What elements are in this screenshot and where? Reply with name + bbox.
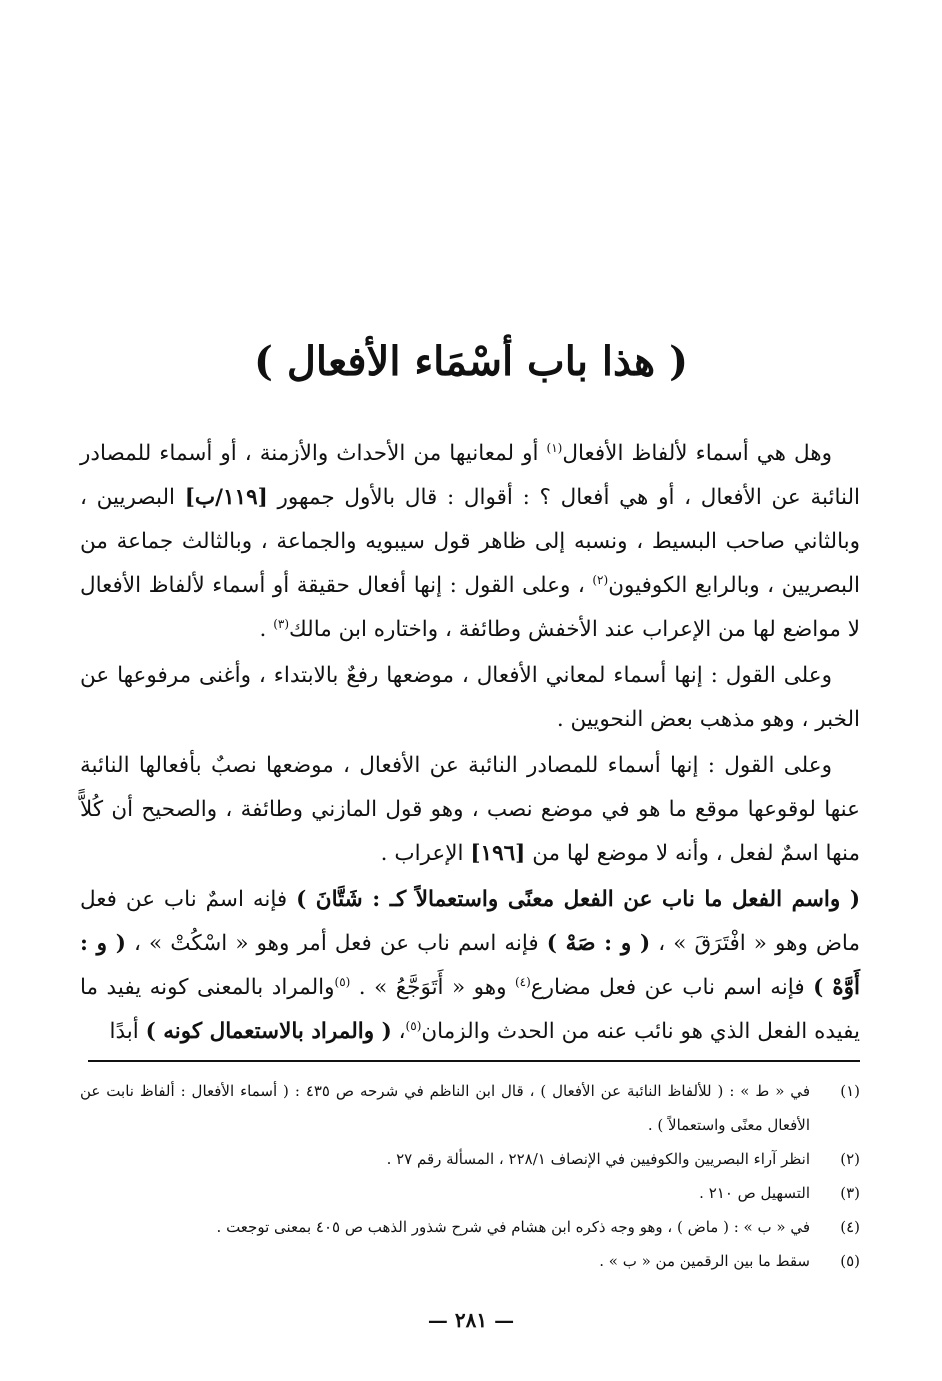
text-span: والمراد بالمعنى كونه يفيد ما يفيده الفعل الذي هو نائب عنه من الحدث والزمان <box>80 975 860 1044</box>
text-span: البصريين ، وبالثاني صاحب البسيط ، ونسبه إلى ظاهر قول سيبويه والجماعة ، وبالثالث جماعة من البصريين ، وبالرابع الكوفيون <box>80 485 860 598</box>
paragraph-1 <box>80 432 860 652</box>
page-number: — ٢٨١ — <box>427 1308 515 1332</box>
matn-text: ( واسم الفعل ما ناب عن الفعل معنًى واستعمالاً كـ : شَتَّانَ ) <box>296 887 861 912</box>
footnote-ref-5-start[interactable]: (٥) <box>334 974 351 989</box>
paragraph-3 <box>80 744 860 876</box>
text-span: أبدًا <box>109 1019 146 1044</box>
footnote-ref-3[interactable]: (٣) <box>273 616 290 631</box>
footnote-number: (٥) <box>840 1252 860 1270</box>
footnote-ref-5-end[interactable]: (٥) <box>405 1018 422 1033</box>
chapter-title: ( هذا باب أسْمَاء الأفعال ) <box>253 338 688 385</box>
text-span: . <box>259 617 274 642</box>
footnote-text: التسهيل ص ٢١٠ . <box>699 1184 810 1202</box>
footnote-number: (١) <box>840 1082 860 1100</box>
footnote-2 <box>80 1142 860 1176</box>
footnote-1 <box>80 1074 860 1142</box>
manuscript-ref: [١١٩/ب] <box>184 485 268 510</box>
matn-text: ( و : أَوَّهْ ) <box>80 931 861 1000</box>
footnote-number: (٤) <box>840 1218 860 1236</box>
footnote-ref-2[interactable]: (٢) <box>592 572 609 587</box>
footnote-text: في « ب » : ( ماض ) ، وهو وجه ذكره ابن هشام في شرح شذور الذهب ص ٤٠٥ بمعنى توجعت . <box>216 1218 810 1236</box>
text-span: فإنه اسم ناب عن فعل أمر وهو « اسْكُتْ » ، <box>125 931 547 956</box>
footnote-ref-4[interactable]: (٤) <box>514 974 531 989</box>
paragraph-2: وعلى القول : إنها أسماء لمعاني الأفعال ، موضعها رفعٌ بالابتداء ، وأغنى مرفوعها عن الخبر ، وهو مذهب بعض النحويين . <box>80 663 860 732</box>
footnote-4 <box>80 1210 860 1244</box>
text-span: الإعراب . <box>380 841 471 866</box>
text-span: ، <box>391 1019 406 1044</box>
footnote-ref-1[interactable]: (١) <box>546 440 563 455</box>
footnote-3 <box>80 1176 860 1210</box>
manuscript-ref: [١٩٦] <box>470 841 526 866</box>
matn-text: ( و : صَهْ ) <box>546 931 651 956</box>
footnote-text: في « ط » : ( للألفاظ النائبة عن الأفعال ) ، قال ابن الناظم في شرحه ص ٤٣٥ : ( أسماء الأفعال : ألفاظ نابت عن الأفعال معنًى واستعمالاً ) . <box>80 1082 810 1134</box>
text-span: وهو « أَتَوَجَّعُ » . <box>350 975 515 1000</box>
matn-text: ( والمراد بالاستعمال كونه ) <box>145 1019 392 1044</box>
footnote-divider <box>88 1060 860 1062</box>
text-span: فإنه اسم ناب عن فعل مضارع <box>530 975 814 1000</box>
text-span: أو لمعانيها من الأحداث والأزمنة ، أو أسماء للمصادر النائبة عن الأفعال ، أو هي أفعال ؟ : أقوال : قال بالأول جمهور <box>80 441 861 510</box>
footnote-5 <box>80 1244 860 1278</box>
text-span: وعلى القول : إنها أسماء للمصادر النائبة عن الأفعال ، موضعها نصبٌ بأفعالها النائبة عنها لوقوعها موقع ما هو في موضع نصب ، وهو قول المازني وطائفة ، والصحيح أن كُلاًّ منها اسمٌ لفعل ، وأنه لا موضع لها من <box>80 753 860 866</box>
footnote-number: (٢) <box>840 1150 860 1168</box>
text-span: فإنه اسمٌ ناب عن فعل ماض وهو « افْتَرَقَ » ، <box>80 887 861 956</box>
main-text <box>80 432 860 1056</box>
footnote-text: سقط ما بين الرقمين من « ب » . <box>599 1252 810 1270</box>
footnote-number: (٣) <box>840 1184 860 1202</box>
text-span: ، وعلى القول : إنها أفعال حقيقة أو أسماء لألفاظ الأفعال لا مواضع لها من الإعراب عند الأخفش وطائفة ، واختاره ابن مالك <box>80 573 860 642</box>
paragraph-4 <box>80 878 860 1054</box>
text-span: وهل هي أسماء لألفاظ الأفعال <box>562 441 832 466</box>
footnote-text: انظر آراء البصريين والكوفيين في الإنصاف ٢٢٨/١ ، المسألة رقم ٢٧ . <box>386 1150 810 1168</box>
footnotes <box>80 1074 860 1278</box>
